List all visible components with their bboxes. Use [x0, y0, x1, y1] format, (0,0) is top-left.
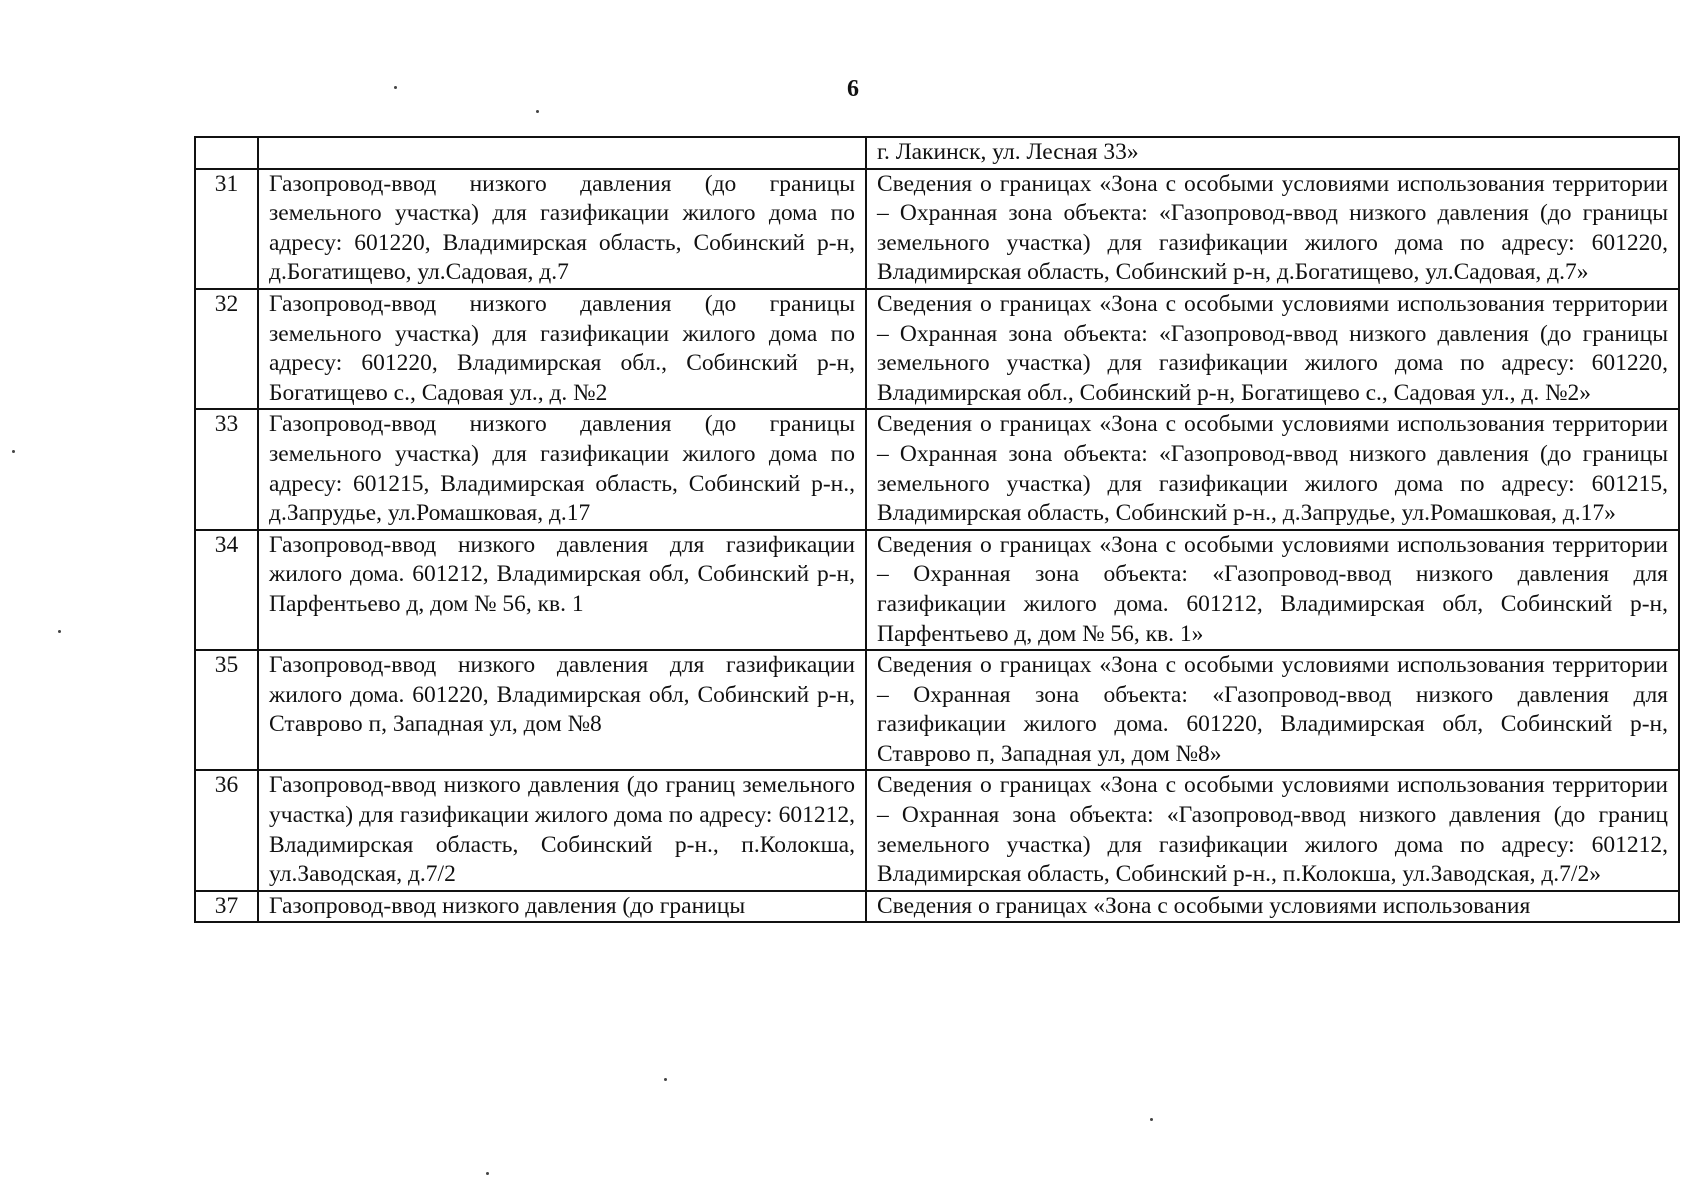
zone-info: Сведения о границах «Зона с особыми условиями использования	[866, 891, 1679, 923]
scan-speck	[664, 1078, 667, 1081]
table-row	[195, 770, 1679, 890]
object-name: Газопровод-ввод низкого давления (до границы земельного участка) для газификации жилого дома по адресу: 601215, Владимирская область, Собинский р-н., д.Запрудье, ул.Ромашковая, д.17	[258, 409, 866, 529]
table-row	[195, 891, 1679, 923]
scan-speck	[394, 86, 397, 89]
object-name	[258, 137, 866, 169]
row-number	[195, 137, 258, 169]
object-name: Газопровод-ввод низкого давления (до границы земельного участка) для газификации жилого дома по адресу: 601220, Владимирская обл., Собинский р-н, Богатищево с., Садовая ул., д. №2	[258, 289, 866, 409]
row-number: 37	[195, 891, 258, 923]
row-number: 31	[195, 169, 258, 289]
table-row	[195, 289, 1679, 409]
zones-table	[194, 136, 1680, 923]
scan-speck	[536, 110, 539, 113]
object-name: Газопровод-ввод низкого давления для газификации жилого дома. 601220, Владимирская обл, Собинский р-н, Ставрово п, Западная ул, дом №8	[258, 650, 866, 770]
row-number: 34	[195, 530, 258, 650]
scan-speck	[12, 450, 15, 453]
object-name: Газопровод-ввод низкого давления (до границы	[258, 891, 866, 923]
zone-info: г. Лакинск, ул. Лесная 33»	[866, 137, 1679, 169]
zone-info: Сведения о границах «Зона с особыми условиями использования территории – Охранная зона объекта: «Газопровод-ввод низкого давления (до границы земельного участка) для газификации жилого дома по адресу: 601215, Владимирская область, Собинский р-н., д.Запрудье, ул.Ромашковая, д.17»	[866, 409, 1679, 529]
page-number: 6	[847, 76, 859, 102]
object-name: Газопровод-ввод низкого давления (до границ земельного участка) для газификации жилого дома по адресу: 601212, Владимирская область, Собинский р-н., п.Колокша, ул.Заводская, д.7/2	[258, 770, 866, 890]
object-name: Газопровод-ввод низкого давления (до границы земельного участка) для газификации жилого дома по адресу: 601220, Владимирская область, Собинский р-н, д.Богатищево, ул.Садовая, д.7	[258, 169, 866, 289]
zone-info: Сведения о границах «Зона с особыми условиями использования территории – Охранная зона объекта: «Газопровод-ввод низкого давления (до границы земельного участка) для газификации жилого дома по адресу: 601220, Владимирская обл., Собинский р-н, Богатищево с., Садовая ул., д. №2»	[866, 289, 1679, 409]
zone-info: Сведения о границах «Зона с особыми условиями использования территории – Охранная зона объекта: «Газопровод-ввод низкого давления для газификации жилого дома. 601220, Владимирская обл, Собинский р-н, Ставрово п, Западная ул, дом №8»	[866, 650, 1679, 770]
table-row	[195, 169, 1679, 289]
zone-info: Сведения о границах «Зона с особыми условиями использования территории – Охранная зона объекта: «Газопровод-ввод низкого давления (до границы земельного участка) для газификации жилого дома по адресу: 601220, Владимирская область, Собинский р-н, д.Богатищево, ул.Садовая, д.7»	[866, 169, 1679, 289]
table-row	[195, 650, 1679, 770]
scan-speck	[486, 1172, 489, 1175]
scan-speck	[1150, 1118, 1153, 1121]
table-row	[195, 137, 1679, 169]
row-number: 35	[195, 650, 258, 770]
object-name: Газопровод-ввод низкого давления для газификации жилого дома. 601212, Владимирская обл, Собинский р-н, Парфентьево д, дом № 56, кв. 1	[258, 530, 866, 650]
row-number: 32	[195, 289, 258, 409]
table-row	[195, 409, 1679, 529]
row-number: 33	[195, 409, 258, 529]
zone-info: Сведения о границах «Зона с особыми условиями использования территории – Охранная зона объекта: «Газопровод-ввод низкого давления для газификации жилого дома. 601212, Владимирская обл, Собинский р-н, Парфентьево д, дом № 56, кв. 1»	[866, 530, 1679, 650]
table-row	[195, 530, 1679, 650]
row-number: 36	[195, 770, 258, 890]
scan-speck	[58, 630, 61, 633]
zone-info: Сведения о границах «Зона с особыми условиями использования территории – Охранная зона объекта: «Газопровод-ввод низкого давления (до границ земельного участка) для газификации жилого дома по адресу: 601212, Владимирская область, Собинский р-н., п.Колокша, ул.Заводская, д.7/2»	[866, 770, 1679, 890]
